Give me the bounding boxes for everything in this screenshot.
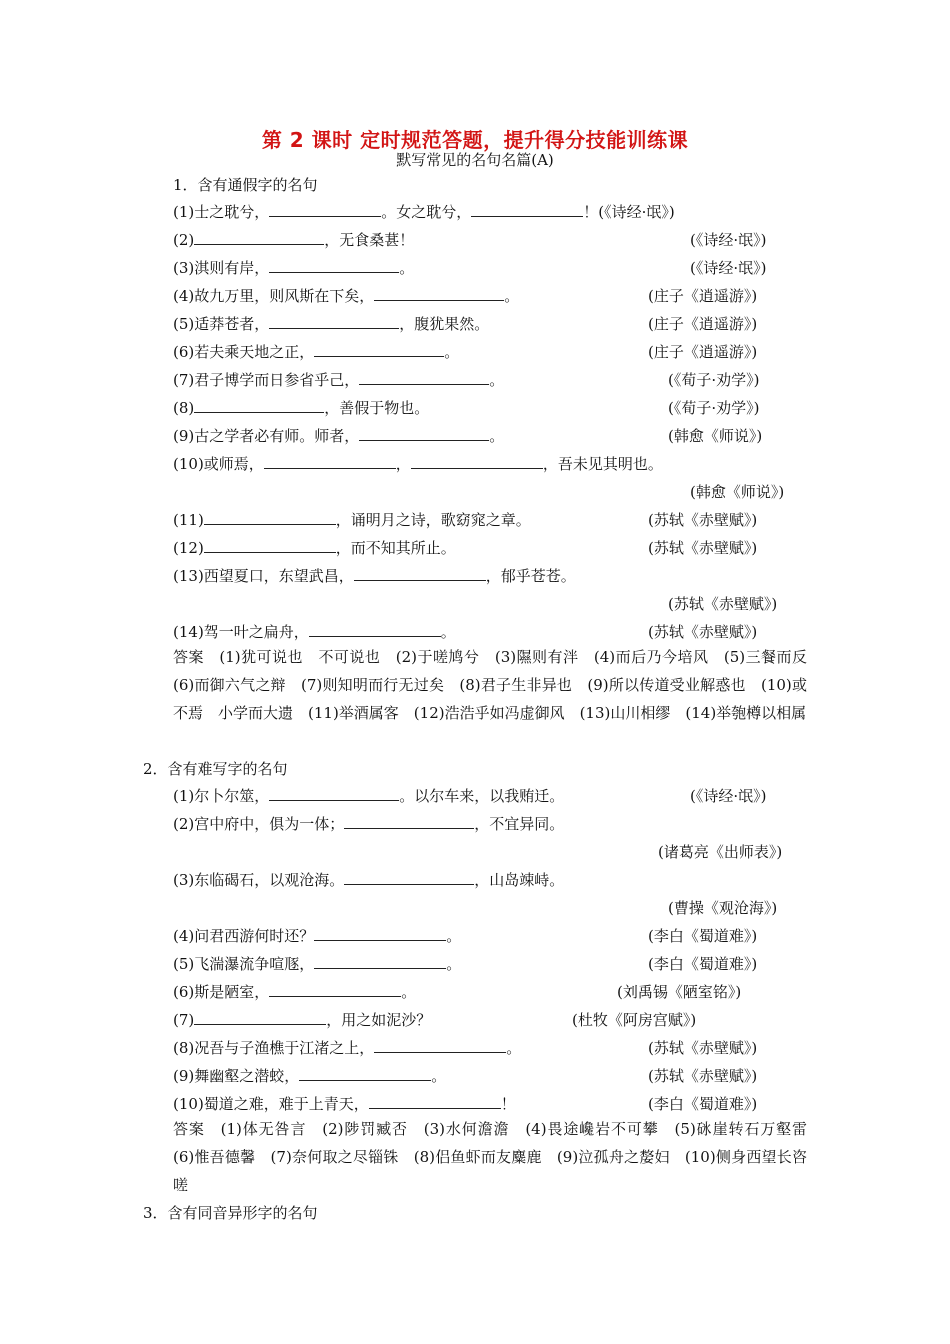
answer-blank[interactable] — [374, 1038, 506, 1053]
question-text: 。 — [489, 427, 505, 445]
question-2-10 — [173, 1094, 516, 1114]
question-text: 。 — [440, 623, 456, 641]
source-citation: (《诗经·氓》) — [690, 259, 767, 277]
question-2-7 — [173, 1010, 431, 1030]
question-text: (12) — [173, 539, 204, 557]
answer-blank[interactable] — [269, 314, 399, 329]
answer-blank[interactable] — [344, 814, 474, 829]
question-text: (8) — [173, 399, 195, 417]
source-citation: (刘禹锡《陋室铭》) — [617, 983, 742, 1001]
question-text: 。 — [399, 259, 415, 277]
question-text: ，而不知其所止。 — [335, 539, 456, 557]
answer-blank[interactable] — [204, 510, 336, 525]
question-1-9 — [173, 426, 504, 446]
source-citation: (庄子《逍遥游》) — [648, 315, 758, 333]
answer-blank[interactable] — [264, 454, 396, 469]
question-text: (2) — [173, 231, 195, 249]
source-citation: (韩愈《师说》) — [668, 427, 763, 445]
answer-blank[interactable] — [269, 258, 399, 273]
question-1-12 — [173, 538, 456, 558]
answer-key: 答案 (1)犹可说也 不可说也 (2)于嗟鸠兮 (3)隰则有泮 (4)而后乃今培风 (5)三餐而反 (6)而御六气之辩 (7)则知明而行无过矣 (8)君子生非异也 (9)所以传道受业解惑也 (10)或不焉 小学而大遗 (11)举酒属客 (12)浩浩乎如冯虚御风 (13)山川相缪 (14)举匏樽以相属 — [173, 648, 823, 722]
answer-blank[interactable] — [269, 202, 381, 217]
question-text: (4)故九万里，则风斯在下矣， — [173, 287, 375, 305]
answer-blank[interactable] — [299, 1066, 431, 1081]
question-text: ，不宜异同。 — [474, 815, 565, 833]
question-text: 。 — [446, 927, 462, 945]
source-citation: (《诗经·氓》) — [690, 787, 767, 805]
answer-blank[interactable] — [359, 426, 489, 441]
question-2-8 — [173, 1038, 521, 1058]
question-2-5 — [173, 954, 461, 974]
source-citation: (庄子《逍遥游》) — [648, 343, 758, 361]
question-text: (10)或师焉， — [173, 455, 264, 473]
source-citation: (苏轼《赤壁赋》) — [648, 1067, 758, 1085]
source-citation: (李白《蜀道难》) — [648, 927, 758, 945]
question-text: ，诵明月之诗，歌窈窕之章。 — [335, 511, 531, 529]
answer-blank[interactable] — [314, 926, 446, 941]
question-text: (6)若夫乘天地之正， — [173, 343, 315, 361]
answer-key: 答案 (1)体无咎言 (2)陟罚臧否 (3)水何澹澹 (4)畏途巉岩不可攀 (5)砯崖转石万壑雷 (6)惟吾德馨 (7)奈何取之尽锱铢 (8)侣鱼虾而友麋鹿 (9)泣孤舟之嫠妇 (10)侧身西望长咨嗟 — [173, 1120, 823, 1194]
question-2-6 — [173, 982, 416, 1002]
question-text: 。 — [446, 955, 462, 973]
section-2-heading: 2．含有难写字的名句 — [143, 760, 288, 778]
answer-blank[interactable] — [269, 982, 401, 997]
question-text: ，善假于物也。 — [324, 399, 430, 417]
question-1-11 — [173, 510, 531, 530]
source-citation: (苏轼《赤壁赋》) — [648, 511, 758, 529]
question-text: 。 — [444, 343, 460, 361]
question-1-6 — [173, 342, 459, 362]
question-2-9 — [173, 1066, 446, 1086]
question-1-3 — [173, 258, 414, 278]
source-citation: (苏轼《赤壁赋》) — [668, 595, 778, 613]
question-1-7 — [173, 370, 504, 390]
answer-blank[interactable] — [314, 342, 444, 357]
source-citation: (苏轼《赤壁赋》) — [648, 539, 758, 557]
section-3-heading: 3．含有同音异形字的名句 — [143, 1204, 318, 1222]
question-text: 。 — [431, 1067, 447, 1085]
answer-blank[interactable] — [359, 370, 489, 385]
section-1-heading: 1．含有通假字的名句 — [173, 176, 318, 194]
source-citation: (《诗经·氓》) — [690, 231, 767, 249]
answer-blank[interactable] — [369, 1094, 501, 1109]
question-text: (3)东临碣石，以观沧海。 — [173, 871, 345, 889]
source-citation: (苏轼《赤壁赋》) — [648, 1039, 758, 1057]
answer-blank[interactable] — [309, 622, 441, 637]
source-citation: (李白《蜀道难》) — [648, 955, 758, 973]
answer-blank[interactable] — [344, 870, 474, 885]
answer-blank[interactable] — [471, 202, 583, 217]
answer-blank[interactable] — [354, 566, 486, 581]
question-text: ，吾未见其明也。 — [542, 455, 663, 473]
question-text: (1)尔卜尔筮， — [173, 787, 270, 805]
source-citation: (韩愈《师说》) — [690, 483, 785, 501]
question-text: (14)驾一叶之扁舟， — [173, 623, 309, 641]
source-citation: (李白《蜀道难》) — [648, 1095, 758, 1113]
question-1-14 — [173, 622, 456, 642]
question-text: 。以尔车来，以我贿迁。 — [399, 787, 565, 805]
question-text: ，腹犹果然。 — [399, 315, 490, 333]
question-text: ！ — [500, 1095, 516, 1113]
page-title: 第 2 课时 定时规范答题，提升得分技能训练课 — [261, 128, 689, 152]
question-text: 。 — [504, 287, 520, 305]
answer-blank[interactable] — [194, 230, 324, 245]
question-text: (8)况吾与子渔樵于江渚之上， — [173, 1039, 375, 1057]
question-text: ，无食桑葚！ — [324, 231, 415, 249]
question-2-4 — [173, 926, 461, 946]
question-text: (9)舞幽壑之潜蛟， — [173, 1067, 300, 1085]
question-text: 。 — [489, 371, 505, 389]
source-citation: (曹操《观沧海》) — [668, 899, 778, 917]
page-subtitle: 默写常见的名句名篇(A) — [396, 151, 554, 169]
answer-blank[interactable] — [269, 786, 399, 801]
question-1-4 — [173, 286, 519, 306]
question-text: (7) — [173, 1011, 195, 1029]
question-text: (9)古之学者必有师。师者， — [173, 427, 360, 445]
source-citation: (《诗经·氓》) — [598, 203, 675, 221]
question-text: (6)斯是陋室， — [173, 983, 270, 1001]
question-2-2 — [173, 814, 564, 834]
question-text: 。女之耽兮， — [381, 203, 472, 221]
question-1-5 — [173, 314, 489, 334]
question-text: 。 — [401, 983, 417, 1001]
question-text: ！ — [583, 203, 599, 221]
question-text: (7)君子博学而日参省乎己， — [173, 371, 360, 389]
question-1-8 — [173, 398, 429, 418]
question-text: (5)飞湍瀑流争喧豗， — [173, 955, 315, 973]
answer-blank[interactable] — [314, 954, 446, 969]
question-2-3 — [173, 870, 564, 890]
question-text: 。 — [506, 1039, 522, 1057]
answer-blank[interactable] — [374, 286, 504, 301]
source-citation: (《荀子·劝学》) — [668, 399, 760, 417]
source-citation: (杜牧《阿房宫赋》) — [572, 1011, 697, 1029]
source-citation: (诸葛亮《出师表》) — [658, 843, 783, 861]
answer-blank[interactable] — [411, 454, 543, 469]
question-1-10 — [173, 454, 663, 474]
question-text: ，郁乎苍苍。 — [485, 567, 576, 585]
question-1-1 — [173, 202, 675, 222]
answer-blank[interactable] — [204, 538, 336, 553]
question-text: ， — [395, 455, 411, 473]
question-1-13 — [173, 566, 576, 586]
question-text: (2)宫中府中，俱为一体； — [173, 815, 345, 833]
question-text: (13)西望夏口，东望武昌， — [173, 567, 354, 585]
question-text: (5)适莽苍者， — [173, 315, 270, 333]
answer-blank[interactable] — [194, 398, 324, 413]
question-text: (10)蜀道之难，难于上青天， — [173, 1095, 369, 1113]
question-2-1 — [173, 786, 564, 806]
source-citation: (苏轼《赤壁赋》) — [648, 623, 758, 641]
question-text: (1)士之耽兮， — [173, 203, 270, 221]
question-text: (11) — [173, 511, 204, 529]
source-citation: (庄子《逍遥游》) — [648, 287, 758, 305]
source-citation: (《荀子·劝学》) — [668, 371, 760, 389]
question-text: (4)问君西游何时还？ — [173, 927, 315, 945]
question-text: (3)淇则有岸， — [173, 259, 270, 277]
question-text: ，山岛竦峙。 — [474, 871, 565, 889]
question-text: ，用之如泥沙？ — [326, 1011, 432, 1029]
question-1-2 — [173, 230, 414, 250]
answer-blank[interactable] — [194, 1010, 326, 1025]
